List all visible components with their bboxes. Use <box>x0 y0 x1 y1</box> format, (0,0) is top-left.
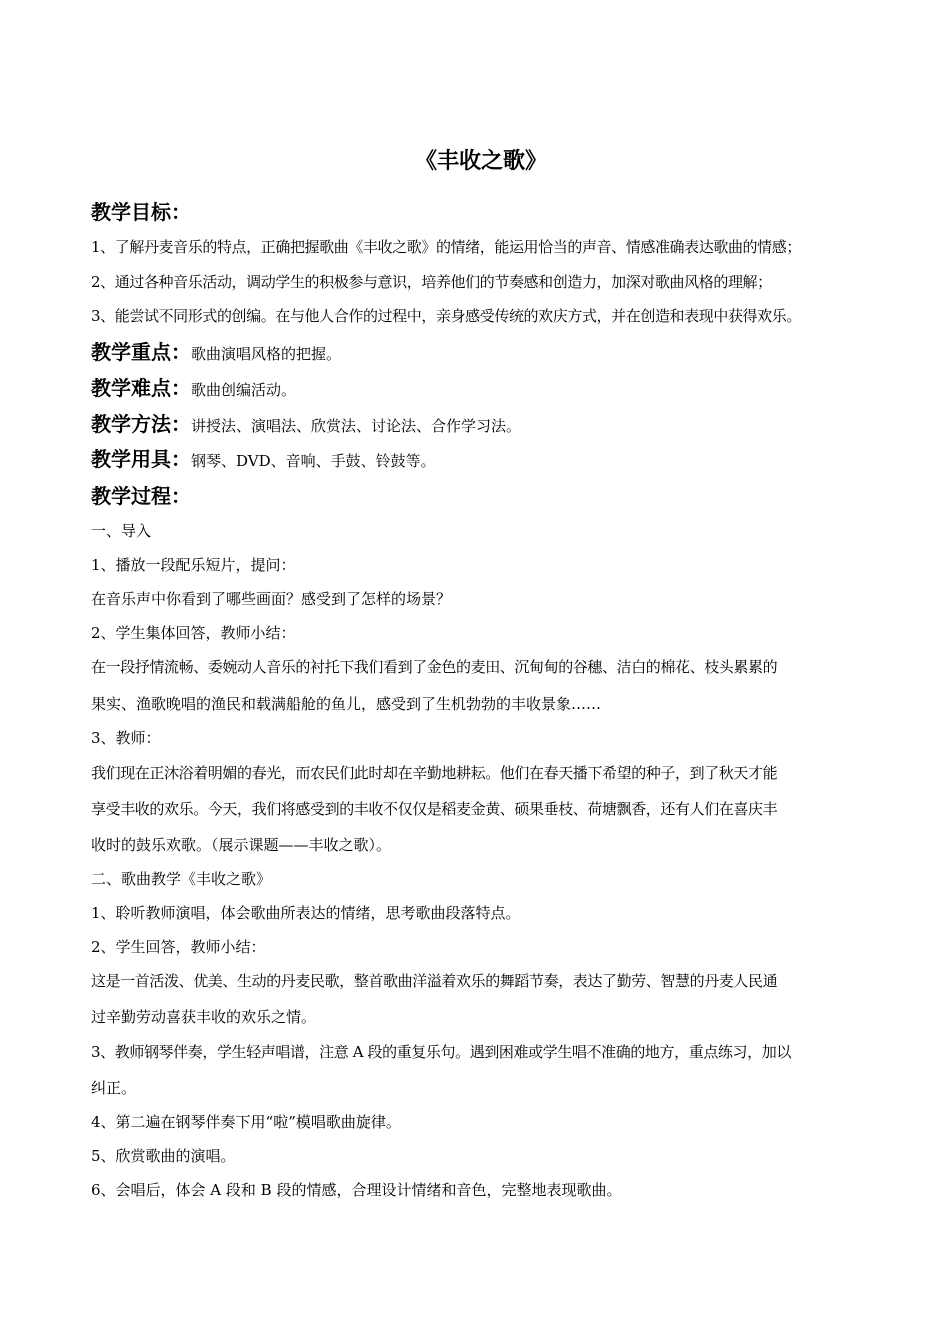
difficulty-label: 教学难点： <box>91 376 191 400</box>
process-line: 6、会唱后，体会 A 段和 B 段的情感，合理设计情绪和音色，完整地表现歌曲。 <box>91 1181 622 1199</box>
key-point-label: 教学重点： <box>91 340 191 364</box>
process-line: 在一段抒情流畅、委婉动人音乐的衬托下我们看到了金色的麦田、沉甸甸的谷穗、洁白的棉花、枝头累累的 <box>91 658 778 676</box>
tools-row <box>91 444 436 476</box>
objective-item: 1、了解丹麦音乐的特点，正确把握歌曲《丰收之歌》的情绪，能运用恰当的声音、情感准确表达歌曲的情感； <box>91 238 801 256</box>
process-line: 3、教师钢琴伴奏，学生轻声唱谱，注意 A 段的重复乐句。遇到困难或学生唱不准确的地方，重点练习，加以 <box>91 1043 791 1061</box>
difficulty-value: 歌曲创编活动。 <box>191 381 297 399</box>
objectives-heading: 教学目标： <box>91 200 191 224</box>
process-line: 3、教师： <box>91 729 161 747</box>
process-line: 果实、渔歌晚唱的渔民和载满船舱的鱼儿，感受到了生机勃勃的丰收景象…… <box>91 695 602 713</box>
tools-label: 教学用具： <box>91 447 191 471</box>
methods-label: 教学方法： <box>91 412 191 436</box>
tools-value: 钢琴、DVD、音响、手鼓、铃鼓等。 <box>191 452 436 470</box>
process-line: 4、第二遍在钢琴伴奏下用“啦”模唱歌曲旋律。 <box>91 1113 401 1131</box>
process-line: 2、学生集体回答，教师小结： <box>91 624 296 642</box>
process-line: 一、导入 <box>91 522 152 540</box>
process-line: 1、聆听教师演唱，体会歌曲所表达的情绪，思考歌曲段落特点。 <box>91 904 521 922</box>
key-point-value: 歌曲演唱风格的把握。 <box>191 345 342 363</box>
document-title: 《丰收之歌》 <box>414 149 547 174</box>
difficulty-row <box>91 373 296 405</box>
key-point-row <box>91 337 341 369</box>
process-line: 在音乐声中你看到了哪些画面？感受到了怎样的场景？ <box>91 590 452 608</box>
objective-item: 3、能尝试不同形式的创编。在与他人合作的过程中，亲身感受传统的欢庆方式，并在创造和表现中获得欢乐。 <box>91 307 801 325</box>
process-line: 二、歌曲教学《丰收之歌》 <box>91 870 272 888</box>
process-line: 我们现在正沐浴着明媚的春光，而农民们此时却在辛勤地耕耘。他们在春天播下希望的种子，到了秋天才能 <box>91 764 778 782</box>
process-line: 过辛勤劳动喜获丰收的欢乐之情。 <box>91 1008 317 1026</box>
process-line: 2、学生回答，教师小结： <box>91 938 266 956</box>
objective-item: 2、通过各种音乐活动，调动学生的积极参与意识，培养他们的节奏感和创造力，加深对歌曲风格的理解； <box>91 273 772 291</box>
process-line: 收时的鼓乐欢歌。（展示课题——丰收之歌）。 <box>91 836 392 854</box>
methods-value: 讲授法、演唱法、欣赏法、讨论法、合作学习法。 <box>191 417 522 435</box>
methods-row <box>91 409 521 441</box>
process-line: 1、播放一段配乐短片，提问： <box>91 556 296 574</box>
process-line: 纠正。 <box>91 1079 137 1097</box>
process-heading: 教学过程： <box>91 484 191 508</box>
process-line: 这是一首活泼、优美、生动的丹麦民歌，整首歌曲洋溢着欢乐的舞蹈节奏，表达了勤劳、智慧的丹麦人民通 <box>91 972 778 990</box>
process-line: 享受丰收的欢乐。今天，我们将感受到的丰收不仅仅是稻麦金黄、硕果垂枝、荷塘飘香，还有人们在喜庆丰 <box>91 800 778 818</box>
process-line: 5、欣赏歌曲的演唱。 <box>91 1147 236 1165</box>
